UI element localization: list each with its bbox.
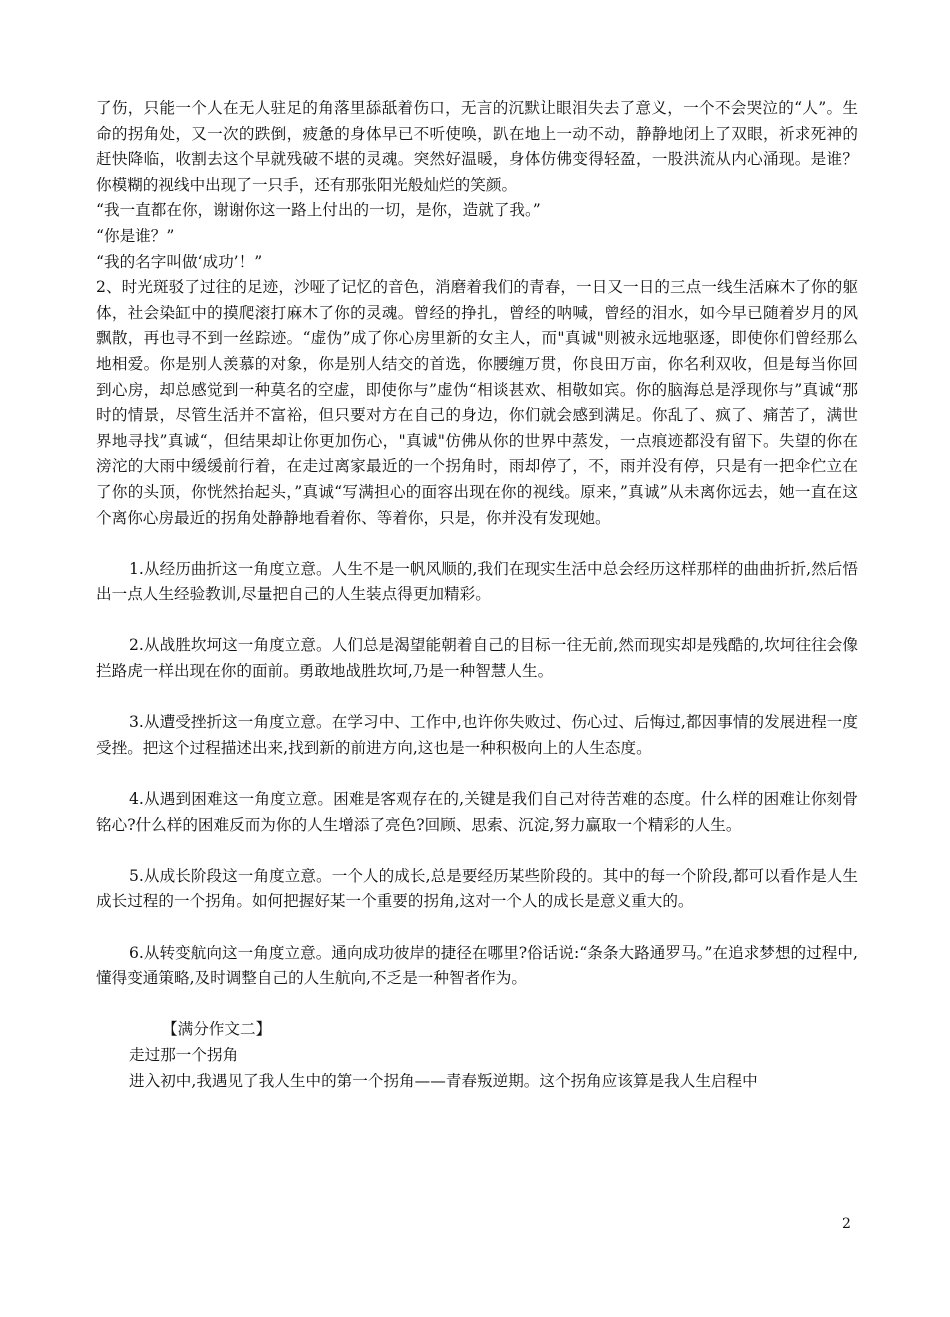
blank-line: [96, 761, 858, 787]
paragraph-continued: 了伤，只能一个人在无人驻足的角落里舔舐着伤口，无言的沉默让眼泪失去了意义，一个不会哭泣的“人”。生命的拐角处，又一次的跌倒，疲惫的身体早已不听使唤，趴在地上一动不动，静静地闭上了双眼，祈求死神的赶快降临，收割去这个早就残破不堪的灵魂。突然好温暖，身体仿佛变得轻盈，一股洪流从内心涌现。是谁？你模糊的视线中出现了一只手，还有那张阳光般灿烂的笑颜。: [96, 99, 858, 194]
blank-line: [96, 531, 858, 557]
blank-line: [96, 915, 858, 941]
blank-line: [96, 838, 858, 864]
dialogue-line-1: “我一直都在你，谢谢你这一路上付出的一切，是你，造就了我。”: [96, 201, 541, 220]
document-page: [96, 96, 858, 1094]
essay-title: 走过那一个拐角: [129, 1045, 239, 1064]
blank-line: [96, 992, 858, 1018]
blank-line: [96, 608, 858, 634]
angle-item-1: 1.从经历曲折这一角度立意。人生不是一帆风顺的,我们在现实生活中总会经历这样那样的曲曲折折,然后悟出一点人生经验教训,尽量把自己的人生装点得更加精彩。: [96, 559, 858, 604]
dialogue-line-3: “我的名字叫做‘成功’！”: [96, 252, 263, 271]
page-number: 2: [842, 1216, 851, 1232]
blank-line: [96, 685, 858, 711]
angle-item-4: 4.从遇到困难这一角度立意。困难是客观存在的,关键是我们自己对待苦难的态度。什么样的困难让你刻骨铭心?什么样的困难反而为你的人生增添了亮色?回顾、思索、沉淀,努力赢取一个精彩的人生。: [96, 790, 858, 834]
dialogue-line-2: “你是谁？”: [96, 226, 175, 245]
angle-item-6: 6.从转变航向这一角度立意。通向成功彼岸的捷径在哪里?俗话说:“条条大路通罗马。”在追求梦想的过程中,懂得变通策略,及时调整自己的人生航向,不乏是一种智者作为。: [96, 943, 858, 988]
essay-heading: 【满分作文二】: [162, 1020, 272, 1039]
essay-first-line: 进入初中,我遇见了我人生中的第一个拐角——青春叛逆期。这个拐角应该算是我人生启程中: [129, 1071, 758, 1090]
angle-item-5: 5.从成长阶段这一角度立意。一个人的成长,总是要经历某些阶段的。其中的每一个阶段,都可以看作是人生成长过程的一个拐角。如何把握好某一个重要的拐角,这对一个人的成长是意义重大的。: [96, 866, 858, 911]
angle-item-2: 2.从战胜坎坷这一角度立意。人们总是渴望能朝着自己的目标一往无前,然而现实却是残酷的,坎坷往往会像拦路虎一样出现在你的面前。勇敢地战胜坎坷,乃是一种智慧人生。: [96, 636, 858, 681]
paragraph-section-2: 2、时光斑驳了过往的足迹，沙哑了记忆的音色，消磨着我们的青春，一日又一日的三点一线生活麻木了你的躯体，社会染缸中的摸爬滚打麻木了你的灵魂。曾经的挣扎，曾经的呐喊，曾经的泪水，如今早已随着岁月的风飘散，再也寻不到一丝踪迹。“虚伪”成了你心房里新的女主人，而"真诚"则被永远地驱逐，即使你们曾经那么地相爱。你是别人羡慕的对象，你是别人结交的首选，你腰缠万贯，你良田万亩，你名利双收，但是每当你回到心房，却总感觉到一种莫名的空虚，即使你与”虚伪“相谈甚欢、相敬如宾。你的脑海总是浮现你与”真诚“那时的情景，尽管生活并不富裕，但只要对方在自己的身边，你们就会感到满足。你乱了、疯了、痛苦了，满世界地寻找”真诚“，但结果却让你更加伤心，"真诚"仿佛从你的世界中蒸发，一点痕迹都没有留下。失望的你在滂沱的大雨中缓缓前行着，在走过离家最近的一个拐角时，雨却停了，不，雨并没有停，只是有一把伞伫立在了你的头顶，你恍然抬起头，”真诚“写满担心的面容出现在你的视线。原来，”真诚”从未离你远去，她一直在这个离你心房最近的拐角处静静地看着你、等着你，只是，你并没有发现她。: [96, 278, 858, 527]
angle-item-3: 3.从遭受挫折这一角度立意。在学习中、工作中,也许你失败过、伤心过、后悔过,都因事情的发展进程一度受挫。把这个过程描述出来,找到新的前进方向,这也是一种积极向上的人生态度。: [96, 713, 858, 757]
